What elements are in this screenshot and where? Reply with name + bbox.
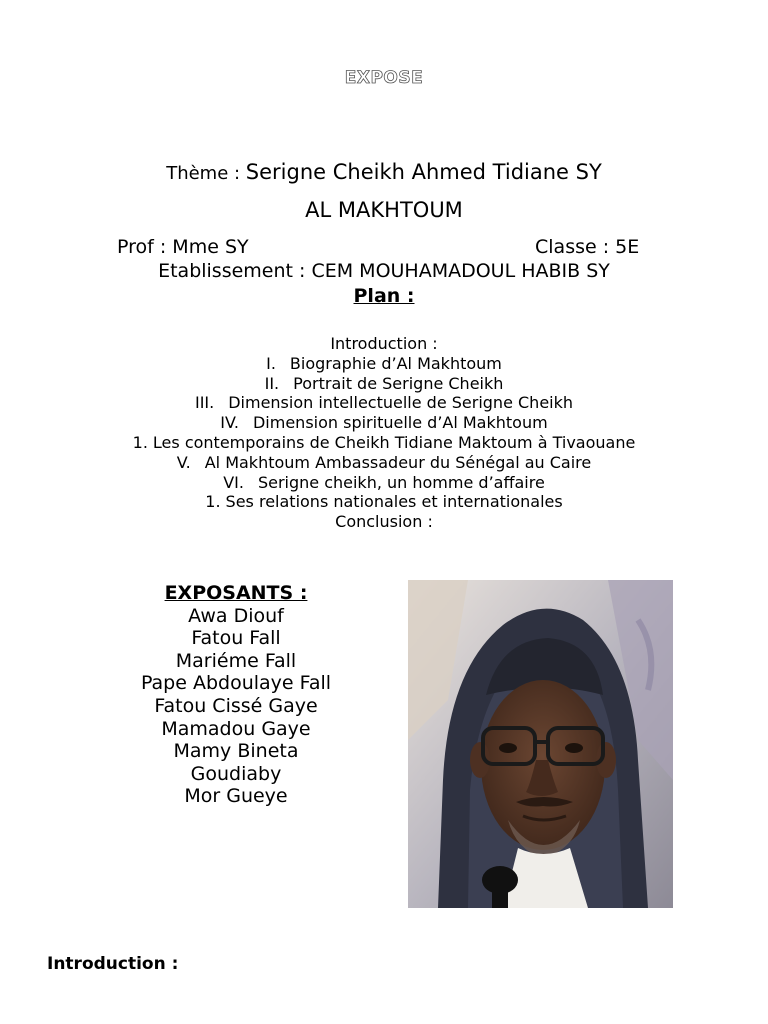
introduction-heading: Introduction : [47, 954, 179, 974]
plan-item-text: Portrait de Serigne Cheikh [293, 373, 504, 393]
etablissement-label: Etablissement : CEM MOUHAMADOUL HABIB SY [158, 260, 610, 282]
plan-item-number: I. [266, 353, 276, 373]
portrait-photo [408, 580, 673, 908]
exposant-name: Fatou Fall [191, 627, 281, 650]
plan-item [0, 374, 768, 394]
exposant-name: Awa Diouf [188, 604, 284, 627]
exposant-name: Mamy Bineta [173, 740, 299, 763]
theme-value-line2: AL MAKHTOUM [305, 198, 463, 222]
plan-item-number: 1. [132, 432, 148, 452]
exposant-name: Mor Gueye [184, 785, 288, 808]
plan-introduction: Introduction : [330, 334, 438, 353]
plan-item-text: Al Makhtoum Ambassadeur du Sénégal au Caire [204, 452, 592, 472]
plan-conclusion: Conclusion : [335, 512, 433, 532]
prof-label: Prof : Mme SY [117, 236, 249, 258]
plan-item-text: Dimension spirituelle d’Al Makhtoum [252, 413, 548, 433]
theme-line [0, 160, 768, 184]
plan-item-text: Ses relations nationales et internationales [225, 492, 563, 512]
plan-item-number: VI. [223, 472, 244, 492]
plan-item [0, 473, 768, 493]
plan-item [0, 492, 768, 512]
theme-value: Serigne Cheikh Ahmed Tidiane SY [245, 160, 602, 184]
plan-item-text: Serigne cheikh, un homme d’affaire [257, 472, 545, 492]
exposant-name: Mariéme Fall [175, 649, 297, 672]
document-title: EXPOSE [344, 68, 424, 88]
exposant-name: Fatou Cissé Gaye [154, 694, 318, 717]
theme-label: Thème : [166, 163, 246, 184]
plan-item-number: III. [194, 393, 215, 413]
exposant-name: Mamadou Gaye [161, 717, 311, 740]
plan-item [0, 453, 768, 473]
plan-list [0, 334, 768, 532]
exposants-title: EXPOSANTS : [164, 582, 308, 604]
plan-item-number: V. [176, 452, 191, 472]
exposants-list [106, 582, 366, 808]
classe-label: Classe : 5E [535, 236, 640, 258]
plan-item-number: 1. [205, 492, 221, 512]
plan-item-text: Les contemporains de Cheikh Tidiane Maktoum à Tivaouane [152, 432, 636, 452]
plan-item-text: Biographie d’Al Makhtoum [289, 353, 502, 373]
plan-item [0, 354, 768, 374]
plan-item-text: Dimension intellectuelle de Serigne Cheikh [228, 393, 574, 413]
portrait-illustration [408, 580, 673, 908]
plan-item-number: IV. [220, 413, 239, 433]
plan-item [0, 393, 768, 413]
exposant-name: Pape Abdoulaye Fall [140, 672, 332, 695]
plan-item [0, 433, 768, 453]
exposant-name: Goudiaby [190, 762, 282, 785]
plan-item [0, 413, 768, 433]
plan-item-number: II. [264, 373, 280, 393]
plan-title: Plan : [353, 285, 415, 307]
